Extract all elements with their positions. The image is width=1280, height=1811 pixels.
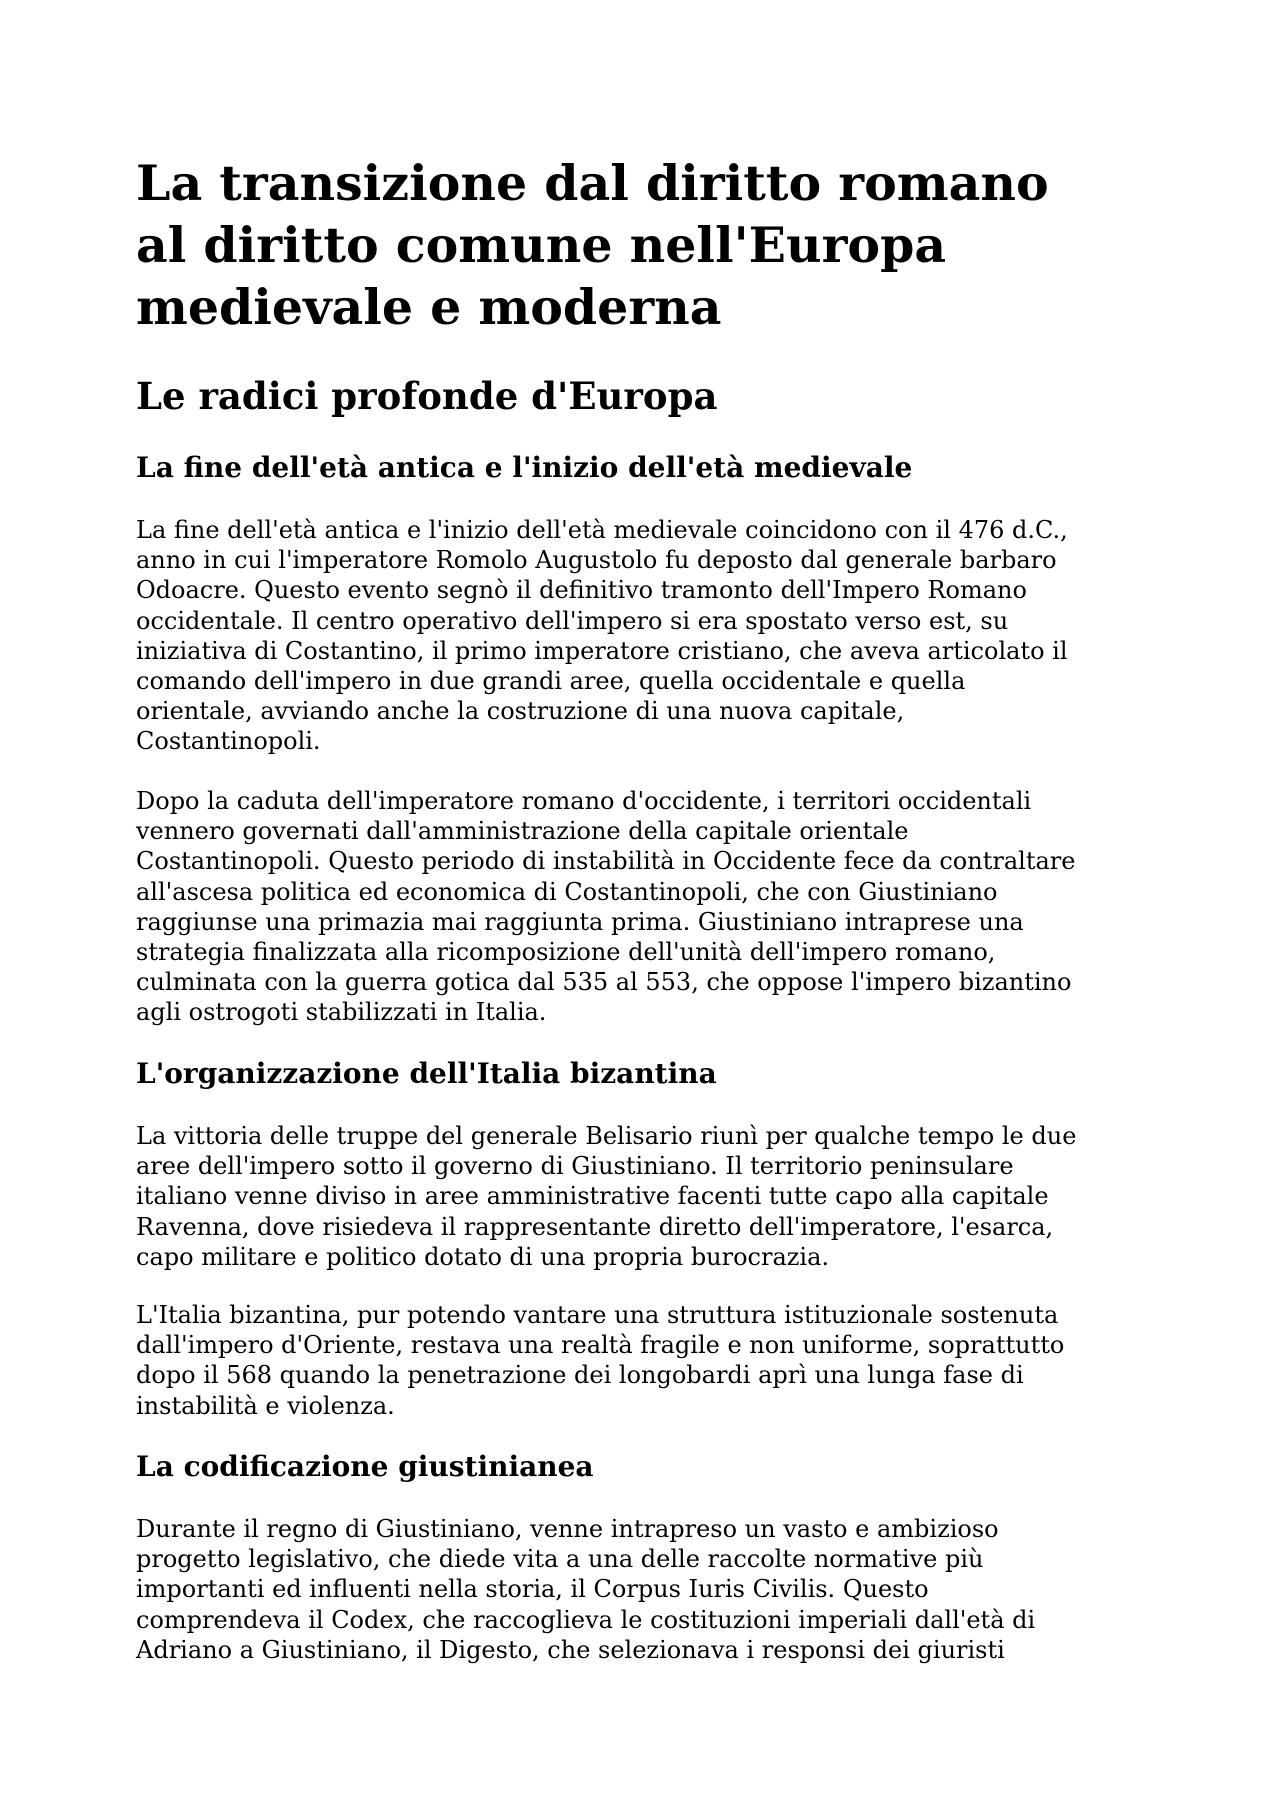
text-line: anno in cui l'imperatore Romolo Augustolo fu deposto dal generale barbaro [136, 546, 1057, 575]
text-line: strategia finalizzata alla ricomposizione dell'unità dell'impero romano, [136, 938, 996, 967]
text-line: Adriano a Giustiniano, il Digesto, che selezionava i responsi dei giuristi [136, 1635, 1005, 1664]
text-line: capo militare e politico dotato di una propria burocrazia. [136, 1242, 830, 1271]
text-line: agli ostrogoti stabilizzati in Italia. [136, 998, 547, 1027]
text-line: Dopo la caduta dell'imperatore romano d'occidente, i territori occidentali [136, 787, 1032, 815]
title-line: La transizione dal diritto romano [136, 154, 1049, 212]
text-line: comando dell'impero in due grandi aree, quella occidentale e quella [136, 667, 966, 696]
text-line: L'Italia bizantina, pur potendo vantare una struttura istituzionale sostenuta [136, 1301, 1059, 1329]
text-line: progetto legislativo, che diede vita a una delle raccolte normative più [136, 1545, 984, 1574]
text-line: dall'impero d'Oriente, restava una realtà fragile e non uniforme, soprattutto [136, 1331, 1065, 1360]
text-line: Odoacre. Questo evento segnò il definitivo tramonto dell'Impero Romano [136, 576, 1027, 605]
text-line: comprendeva il Codex, che raccoglieva le costituzioni imperiali dall'età di [136, 1605, 1036, 1634]
document-title [136, 152, 1156, 338]
text-line: raggiunse una primazia mai raggiunta prima. Giustiniano intraprese una [136, 907, 1024, 936]
text-line: Durante il regno di Giustiniano, venne intrapreso un vasto e ambizioso [136, 1515, 999, 1543]
subsection-heading: La codificazione giustinianea [136, 1450, 594, 1483]
text-line: all'ascesa politica ed economica di Costantinopoli, che con Giustiniano [136, 877, 998, 906]
title-line: al diritto comune nell'Europa [136, 216, 947, 274]
text-line: vennero governati dall'amministrazione della capitale orientale [136, 817, 909, 846]
text-line: importanti ed influenti nella storia, il Corpus Iuris Civilis. Questo [136, 1575, 929, 1604]
subsection-heading: La fine dell'età antica e l'inizio dell'età medievale [136, 451, 913, 484]
text-line: Costantinopoli. [136, 727, 321, 756]
text-line: La fine dell'età antica e l'inizio dell'età medievale coincidono con il 476 d.C., [136, 516, 1068, 544]
text-line: Costantinopoli. Questo periodo di instabilità in Occidente fece da contraltare [136, 847, 1076, 876]
paragraph [136, 515, 1166, 757]
text-line: aree dell'impero sotto il governo di Giustiniano. Il territorio peninsulare [136, 1152, 1014, 1181]
subsection-heading: L'organizzazione dell'Italia bizantina [136, 1057, 717, 1090]
text-line: culminata con la guerra gotica dal 535 al 553, che oppose l'impero bizantino [136, 968, 1072, 997]
text-line: orientale, avviando anche la costruzione di una nuova capitale, [136, 697, 905, 726]
text-line: Ravenna, dove risiedeva il rappresentante diretto dell'imperatore, l'esarca, [136, 1212, 1054, 1241]
paragraph [136, 1300, 1166, 1421]
text-line: dopo il 568 quando la penetrazione dei longobardi aprì una lunga fase di [136, 1361, 1024, 1390]
text-line: italiano venne diviso in aree amministrative facenti tutte capo alla capitale [136, 1182, 1049, 1211]
paragraph [136, 1514, 1166, 1665]
paragraph [136, 786, 1166, 1028]
text-line: occidentale. Il centro operativo dell'impero si era spostato verso est, su [136, 606, 1009, 635]
paragraph [136, 1121, 1166, 1272]
section-title: Le radici profonde d'Europa [136, 374, 718, 418]
text-line: La vittoria delle truppe del generale Belisario riunì per qualche tempo le due [136, 1122, 1077, 1150]
title-line: medievale e moderna [136, 278, 722, 336]
text-line: instabilità e violenza. [136, 1391, 395, 1420]
text-line: iniziativa di Costantino, il primo imperatore cristiano, che aveva articolato il [136, 636, 1068, 665]
